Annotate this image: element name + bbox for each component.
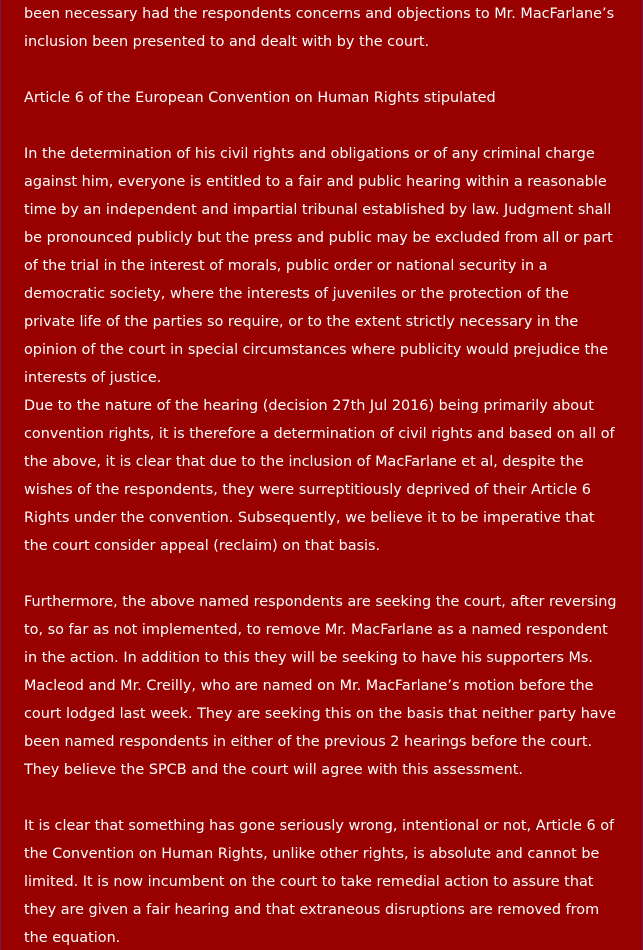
- paragraph-continuation: been necessary had the respondents concerns and objections to Mr. MacFarlane’s inclusion been presented to and dealt with by the court.: [24, 6, 615, 50]
- paragraph-spacer: [24, 112, 622, 140]
- paragraph-article6-quote: In the determination of his civil rights and obligations or of any criminal charge against him, everyone is entitled to a fair and public hearing within a reasonable time by an independent and impartial tribunal established by law. Judgment shall be pronounced publicly but the press and public may be excluded from all or part of the trial in the interest of morals, public order or national security in a democratic society, where the interests of juveniles or the protection of the private life of the parties so require, or to the extent strictly necessary in the opinion of the court in special circumstances where publicity would prejudice the interests of justice.: [24, 146, 613, 386]
- paragraph-article6-intro: Article 6 of the European Convention on Human Rights stipulated: [24, 90, 496, 106]
- paragraph-furthermore: Furthermore, the above named respondents are seeking the court, after reversing to, so far as not implemented, to remove Mr. MacFarlane as a named respondent in the action. In addition to this they will be seeking to have his supporters Ms. Macleod and Mr. Creilly, who are named on Mr. MacFarlane’s motion before the court lodged last week. They are seeking this on the basis that neither party have been named respondents in either of the previous 2 hearings before the court. They believe the SPCB and the court will agree with this assessment.: [24, 594, 617, 778]
- paragraph-spacer: [24, 784, 622, 812]
- paragraph-hearing-nature: Due to the nature of the hearing (decision 27th Jul 2016) being primarily about convention rights, it is therefore a determination of civil rights and based on all of the above, it is clear that due to the inclusion of MacFarlane et al, despite the wishes of the respondents, they were surreptitiously deprived of their Article 6 Rights under the convention. Subsequently, we believe it to be imperative that the court consider appeal (reclaim) on that basis.: [24, 398, 615, 554]
- paragraph-conclusion: It is clear that something has gone seriously wrong, intentional or not, Article 6 of the Convention on Human Rights, unlike other rights, is absolute and cannot be limited. It is now incumbent on the court to take remedial action to assure that they are given a fair hearing and that extraneous disruptions are removed from the equation.: [24, 818, 615, 946]
- paragraph-spacer: [24, 560, 622, 588]
- paragraph-spacer: [24, 56, 622, 84]
- document-body: [24, 0, 622, 950]
